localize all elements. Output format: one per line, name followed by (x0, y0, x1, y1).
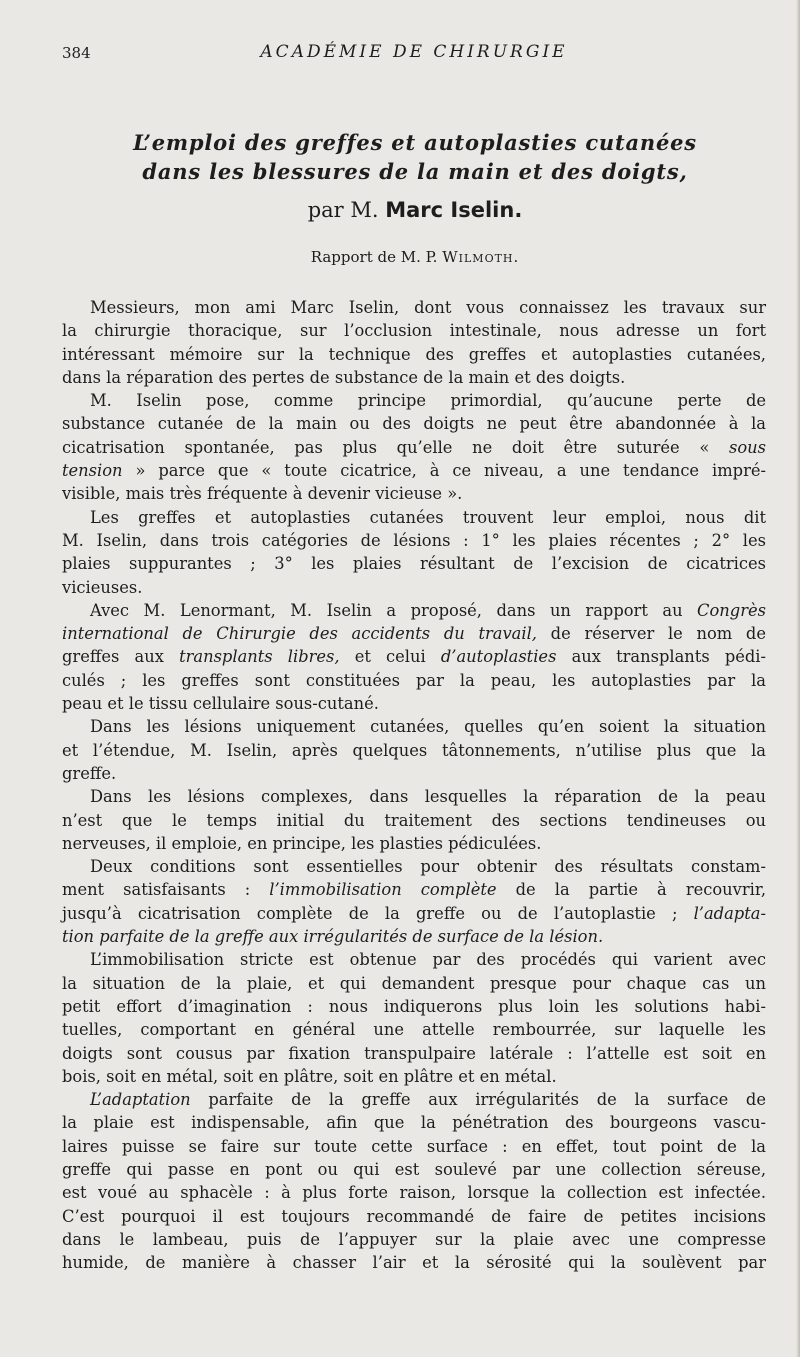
text-segment: vicieuses. (62, 577, 143, 597)
text-line (62, 809, 766, 832)
byline (60, 197, 770, 223)
italic-text: d’autoplasties (440, 647, 557, 667)
page-header (62, 44, 766, 68)
text-line (62, 389, 766, 412)
text-segment: humide, de manière à chasser l’air et la sérosité qui la soulèvent par (62, 1253, 766, 1273)
article-body (62, 296, 766, 1274)
italic-text: international de Chirurgie des accidents du travail, (62, 624, 537, 644)
text-segment: jusqu’à cicatrisation complète de la greffe ou de l’autoplastie ; (62, 903, 694, 923)
title-line: L’emploi des greffes et autoplasties cutanées (133, 130, 697, 155)
text-line (62, 972, 766, 995)
byline-author: Marc Iselin. (385, 198, 523, 222)
text-segment: L’immobilisation stricte est obtenue par des procédés qui varient avec (90, 950, 766, 970)
text-line (62, 832, 766, 855)
text-line (62, 1042, 766, 1065)
text-segment: Deux conditions sont essentielles pour obtenir des résultats constam- (90, 857, 766, 877)
italic-text: Congrès (697, 600, 766, 620)
text-segment: Dans les lésions uniquement cutanées, quelles qu’en soient la situation (90, 717, 766, 737)
text-segment: la chirurgie thoracique, sur l’occlusion intestinale, nous adresse un fort (62, 321, 766, 341)
italic-text: transplants libres, (179, 647, 340, 667)
text-line (62, 343, 766, 366)
text-segment: visible, mais très fréquente à devenir vicieuse ». (62, 484, 463, 504)
text-line (62, 506, 766, 529)
text-segment: ment satisfaisants : (62, 880, 270, 900)
text-segment: de la partie à recouvrir, (496, 880, 766, 900)
text-line (62, 948, 766, 971)
page-edge-shadow (796, 0, 800, 1357)
text-line (62, 552, 766, 575)
text-segment: M. Iselin pose, comme principe primordial, qu’aucune perte de (90, 391, 766, 411)
text-line (62, 1018, 766, 1041)
text-line (62, 366, 766, 389)
page-number: 384 (62, 44, 91, 62)
text-line (62, 739, 766, 762)
text-segment: parfaite de la greffe aux irrégularités de la surface de (190, 1090, 766, 1110)
text-segment: petit effort d’imagination : nous indiquerons plus loin les solutions habi- (62, 996, 766, 1016)
text-segment: culés ; les greffes sont constituées par la peau, les autoplasties par la (62, 670, 766, 690)
text-line (62, 1205, 766, 1228)
text-segment: M. Iselin, dans trois catégories de lésions : 1° les plaies récentes ; 2° les (62, 530, 766, 550)
text-line (62, 692, 766, 715)
italic-text: tion parfaite de la greffe aux irrégularités de surface de la lésion. (62, 927, 604, 947)
text-segment: Dans les lésions complexes, dans lesquelles la réparation de la peau (90, 787, 766, 807)
text-line (62, 482, 766, 505)
report-author: Wilmoth. (442, 248, 520, 266)
text-segment: substance cutanée de la main ou des doigts ne peut être abandonnée à la (62, 414, 766, 434)
text-line (62, 1088, 766, 1111)
text-line (62, 529, 766, 552)
report-prefix: Rapport de M. P. (310, 248, 438, 266)
text-segment: bois, soit en métal, soit en plâtre, soit en plâtre et en métal. (62, 1066, 557, 1086)
text-segment: greffes aux (62, 647, 180, 667)
text-line (62, 1181, 766, 1204)
text-line (62, 878, 766, 901)
text-line (62, 1228, 766, 1251)
text-line (62, 436, 766, 459)
text-line (62, 762, 766, 785)
text-segment: peau et le tissu cellulaire sous-cutané. (62, 694, 379, 714)
text-segment: n’est que le temps initial du traitement des sections tendineuses ou (62, 810, 766, 830)
text-segment: et celui (339, 647, 441, 667)
text-segment: cicatrisation spontanée, pas plus qu’elle ne doit être suturée « (62, 437, 729, 457)
text-line (62, 1135, 766, 1158)
text-segment: laires puisse se faire sur toute cette surface : en effet, tout point de la (62, 1136, 766, 1156)
report-line (60, 247, 770, 267)
text-segment: C’est pourquoi il est toujours recommandé de faire de petites incisions (62, 1206, 766, 1226)
text-segment: aux transplants pédi- (556, 647, 767, 667)
text-segment: intéressant mémoire sur la technique des greffes et autoplasties cutanées, (62, 344, 766, 364)
text-segment: la plaie est indispensable, afin que la pénétration des bourgeons vascu- (62, 1113, 766, 1133)
text-line (62, 855, 766, 878)
text-segment: Les greffes et autoplasties cutanées trouvent leur emploi, nous dit (90, 507, 766, 527)
text-segment: doigts sont cousus par fixation transpulpaire latérale : l’attelle est soit en (62, 1043, 766, 1063)
text-segment: et l’étendue, M. Iselin, après quelques tâtonnements, n’utilise plus que la (62, 740, 766, 760)
text-segment: est voué au sphacèle : à plus forte raison, lorsque la collection est infectée. (62, 1183, 766, 1203)
italic-text: l’immobilisation complète (269, 880, 497, 900)
text-line (62, 412, 766, 435)
text-line (62, 296, 766, 319)
italic-text: l’adapta- (693, 903, 766, 923)
text-segment: Messieurs, mon ami Marc Iselin, dont vous connaissez les travaux sur (90, 298, 766, 317)
text-segment: » parce que « toute cicatrice, à ce niveau, a une tendance impré- (122, 461, 766, 481)
text-line (62, 459, 766, 482)
text-segment: la situation de la plaie, et qui demandent presque pour chaque cas un (62, 973, 766, 993)
text-segment: dans le lambeau, puis de l’appuyer sur la plaie avec une compresse (62, 1229, 766, 1249)
title-line: dans les blessures de la main et des doigts, (142, 159, 688, 184)
text-segment: Avec M. Lenormant, M. Iselin a proposé, dans un rapport au (90, 600, 698, 620)
text-segment: de réserver le nom de (536, 624, 766, 644)
text-line (62, 1251, 766, 1274)
text-line (62, 645, 766, 668)
text-line (62, 576, 766, 599)
text-line (62, 925, 766, 948)
text-segment: greffe qui passe en pont ou qui est soulevé par une collection séreuse, (62, 1159, 766, 1179)
text-segment: plaies suppurantes ; 3° les plaies résultant de l’excision de cicatrices (62, 554, 766, 574)
text-line (62, 1065, 766, 1088)
text-line (62, 902, 766, 925)
italic-text: tension (62, 461, 123, 481)
byline-prefix: par M. (307, 198, 379, 222)
text-line (62, 995, 766, 1018)
text-line (62, 669, 766, 692)
text-segment: nerveuses, il emploie, en principe, les plasties pédiculées. (62, 833, 542, 853)
text-segment: greffe. (62, 763, 117, 783)
text-line (62, 1111, 766, 1134)
italic-text: sous (729, 437, 766, 457)
text-segment: tuelles, comportant en général une attelle rembourrée, sur laquelle les (62, 1020, 766, 1040)
italic-text: L’adaptation (90, 1090, 191, 1110)
running-title: ACADÉMIE DE CHIRURGIE (260, 42, 568, 62)
text-line (62, 715, 766, 738)
text-line (62, 1158, 766, 1181)
text-line (62, 622, 766, 645)
text-line (62, 319, 766, 342)
text-line (62, 785, 766, 808)
text-segment: dans la réparation des pertes de substance de la main et des doigts. (62, 367, 626, 387)
article-title (60, 128, 770, 186)
text-line (62, 599, 766, 622)
